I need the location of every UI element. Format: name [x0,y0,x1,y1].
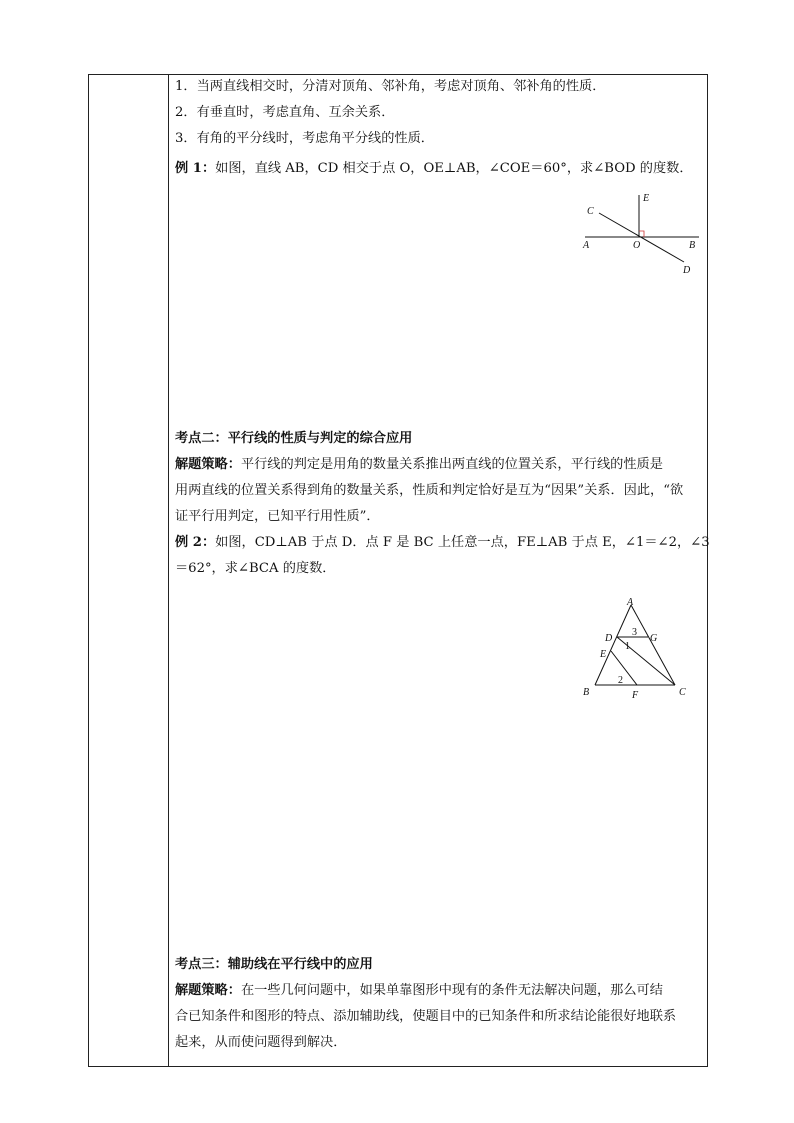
label-g: G [650,633,658,644]
angle-3-label: 3 [632,627,637,638]
section-2-heading: 考点二：平行线的性质与判定的综合应用 [175,431,413,446]
content-cell [175,75,710,1066]
tip-item-2: 2．有垂直时，考虑直角、互余关系． [175,105,395,120]
section-3-strategy-line-1: 解题策略：在一些几何问题中，如果单靠图形中现有的条件无法解决问题，那么可结 [175,983,663,998]
example-2-line-1: 例 2：如图，CD⊥AB 于点 D．点 F 是 BC 上任意一点，FE⊥AB 于点 E，∠1＝∠2，∠3 [175,535,710,550]
example-2-line-2: ＝62°，求∠BCA 的度数． [175,561,336,576]
content-table [88,74,708,1067]
strategy-3-label: 解题策略： [175,983,241,998]
tip-item-1: 1．当两直线相交时，分清对顶角、邻补角，考虑对顶角、邻补角的性质． [175,79,606,94]
strategy-2-label: 解题策略： [175,457,241,472]
label-d: D [683,265,691,276]
label-e: E [600,649,607,660]
label-a: A [627,597,634,608]
label-b: B [583,687,590,698]
example-1 [175,159,693,179]
segment-ef [611,651,637,685]
section-3-heading: 考点三：辅助线在平行线中的应用 [175,957,373,972]
segment-ac [631,605,675,685]
label-d: D [605,633,613,644]
label-e: E [643,193,650,204]
angle-1-label: 1 [625,641,630,652]
figure-2-triangle [575,597,703,705]
label-b: B [689,240,696,251]
example-1-label: 例 1： [175,161,216,176]
figure-1-intersecting-lines [577,187,707,279]
label-c: C [587,206,594,217]
left-column [89,75,169,1066]
section-2-strategy-line-2: 用两直线的位置关系得到角的数量关系，性质和判定恰好是互为“因果”关系．因此，“欲 [175,483,684,498]
label-o: O [633,240,641,251]
section-3-strategy-line-3: 起来，从而使问题得到解决． [175,1035,347,1050]
tip-item-3: 3．有角的平分线时，考虑角平分线的性质． [175,131,434,146]
section-2-strategy-line-1: 解题策略：平行线的判定是用角的数量关系推出两直线的位置关系，平行线的性质是 [175,457,663,472]
angle-2-label: 2 [618,675,623,686]
label-f: F [632,690,639,701]
section-2-strategy-line-3: 证平行用判定，已知平行用性质”． [175,509,380,524]
example-1-text: 如图，直线 AB，CD 相交于点 O，OE⊥AB，∠COE＝60°，求∠BOD 的度数． [215,161,693,176]
label-a: A [583,240,590,251]
example-2-label: 例 2： [175,535,216,550]
section-3-strategy-line-2: 合已知条件和图形的特点、添加辅助线，使题目中的已知条件和所求结论能很好地联系 [175,1009,677,1024]
label-c: C [679,687,686,698]
